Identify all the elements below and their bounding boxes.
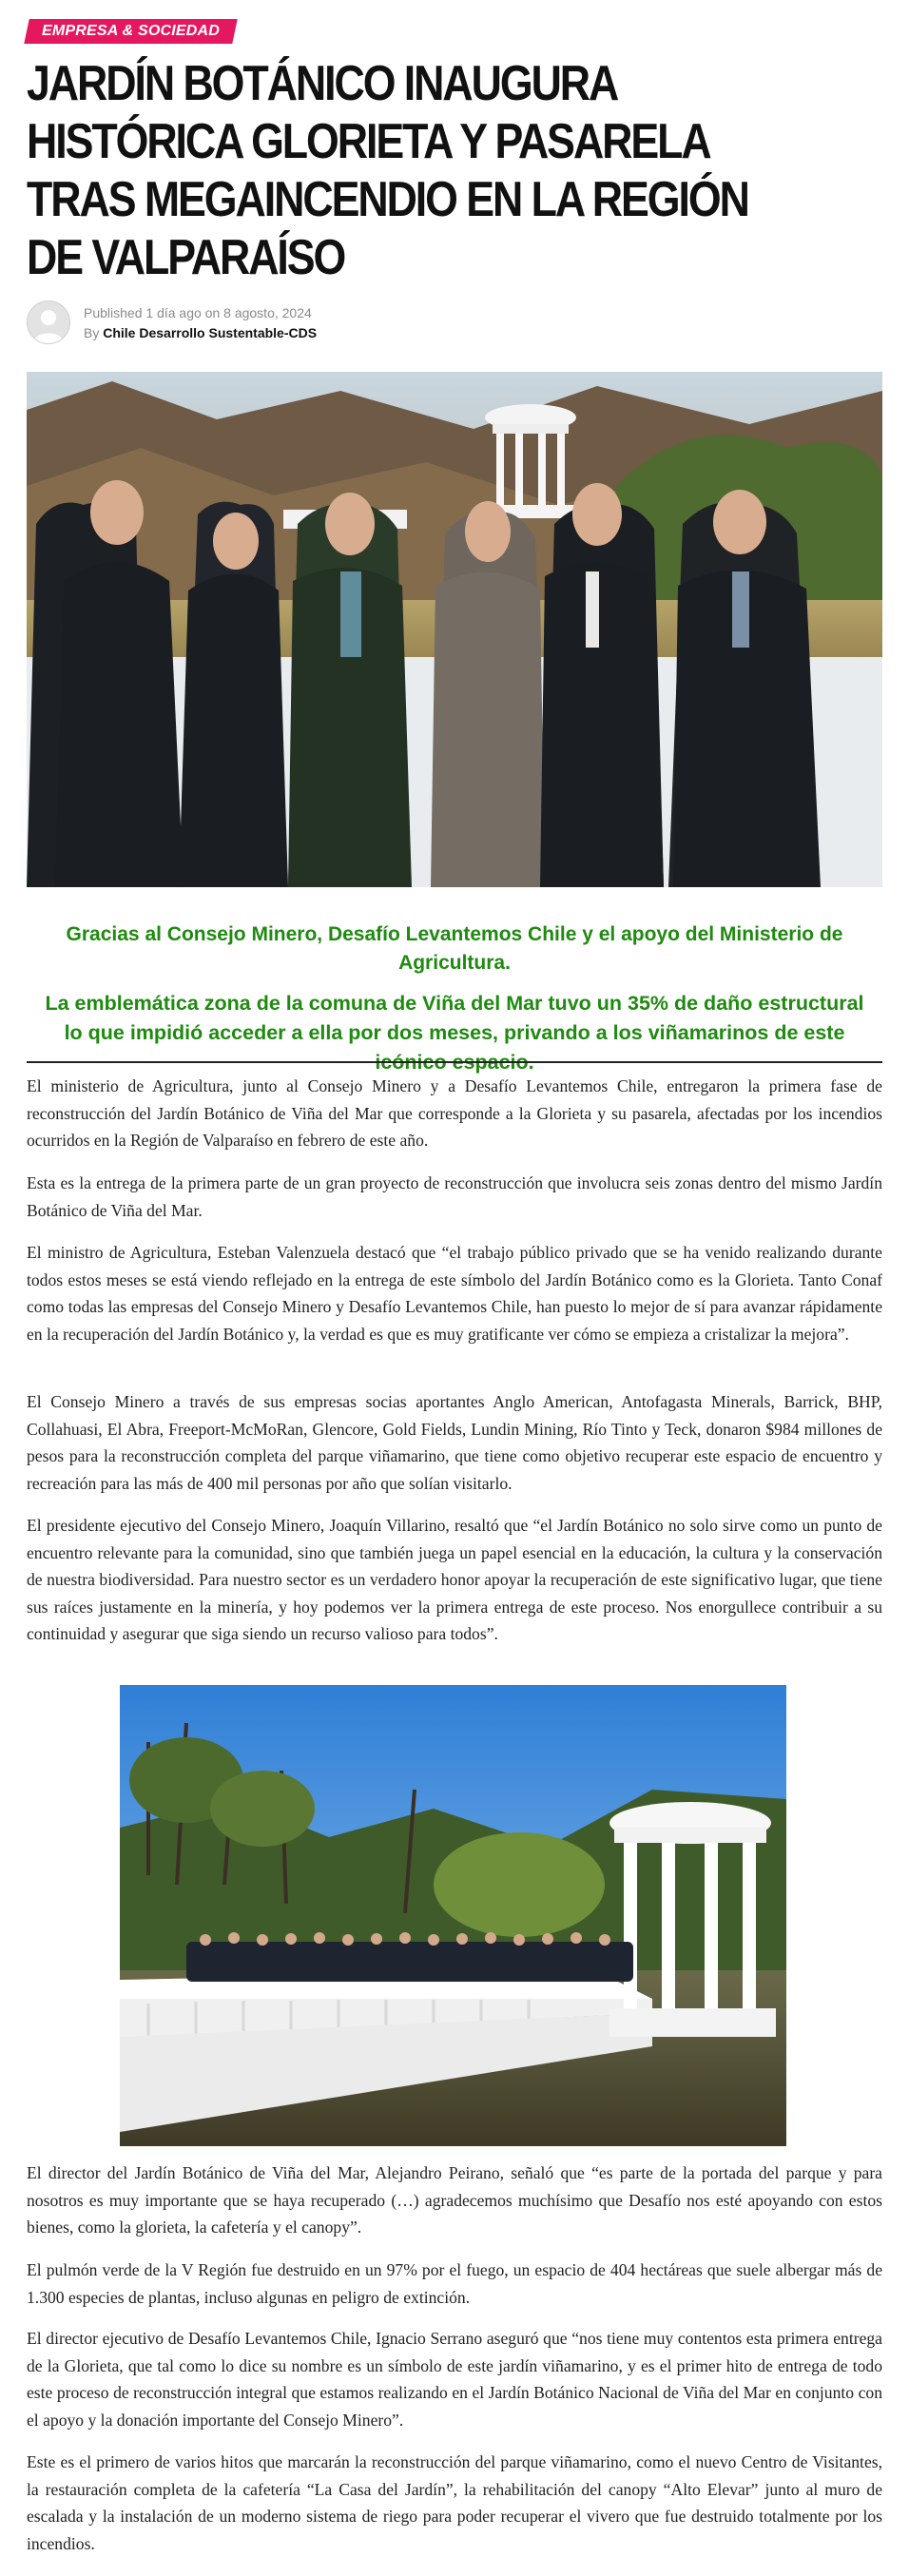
body-paragraph-4: El Consejo Minero a través de sus empresas socias aportantes Anglo American, Antofagasta Minerals, Barrick, BHP, Collahuasi, El Abra, Freeport-McMoRan, Glencore, Gold Fields, Lundin Mining, Río Tinto y Teck, donaron $984 millones de pesos para la reconstrucción completa del parque viñamarino, que tiene como objetivo recuperar este espacio de encuentro y recreación para las más de 400 mil personas por año que solían visitarlo. bbox=[27, 1392, 882, 1493]
user-silhouette-icon bbox=[28, 301, 69, 343]
body-paragraph-6: El director del Jardín Botánico de Viña del Mar, Alejandro Peirano, señaló que “es parte de la portada del parque y para nosotros es muy importante que se haya recuperado (…) agradecemos muchísimo que Desafío nos esté apoyando con estos bienes, como la glorieta, la cafetería y el canopy”. bbox=[27, 2163, 882, 2237]
group-photo-gazebo bbox=[27, 372, 882, 887]
article-title: JARDÍN BOTÁNICO INAUGURA HISTÓRICA GLORIETA Y PASARELA TRAS MEGAINCENDIO EN LA REGIÓN DE VALPARAÍSO bbox=[27, 56, 748, 285]
published-ago: 1 día ago bbox=[145, 305, 202, 320]
body-paragraph-3: El ministro de Agricultura, Esteban Valenzuela destacó que “el trabajo público privado que se ha venido realizando durante todos estos meses se está viendo reflejado en la entrega de este símbolo del Jardín Botánico como es la Glorieta. Tanto Conaf como todas las empresas del Consejo Minero y Desafío Levantemos Chile, han puesto lo mejor de sí para avanzar rápidamente en la recuperación del Jardín Botánico y, la verdad es que es muy gratificante ver cómo se empieza a cristalizar la mejora”. bbox=[27, 1243, 882, 1344]
body-paragraph-1: El ministerio de Agricultura, junto al Consejo Minero y a Desafío Levantemos Chile, entregaron la primera fase de reconstrucción del Jardín Botánico de Viña del Mar que corresponde a la Glorieta y su pasarela, afectadas por los incendios ocurridos en la Región de Valparaíso en febrero de este año. bbox=[27, 1076, 882, 1150]
body-paragraph-7: El pulmón verde de la V Región fue destruido en un 97% por el fuego, un espacio de 404 hectáreas que suele albergar más de 1.300 especies de plantas, incluso algunas en peligro de extinción. bbox=[27, 2260, 882, 2307]
body-paragraph-8: El director ejecutivo de Desafío Levantemos Chile, Ignacio Serrano aseguró que “nos tiene muy contentos esta primera entrega de la Glorieta, que tal como lo dice su nombre es un símbolo de este jardín viñamarino, y es el primer hito de entrega de todo este proceso de reconstrucción integral que estamos realizando en el Jardín Botánico Nacional de Viña del Mar en conjunto con el apoyo y la donación importante del Consejo Minero”. bbox=[27, 2329, 882, 2430]
published-on: on bbox=[204, 305, 221, 320]
article-meta bbox=[27, 300, 597, 344]
author-line bbox=[84, 325, 317, 340]
author-link[interactable]: Chile Desarrollo Sustentable-CDS bbox=[103, 325, 318, 340]
published-date: 8 agosto, 2024 bbox=[223, 305, 312, 320]
by-prefix: By bbox=[84, 325, 100, 340]
body-paragraph-5: El presidente ejecutivo del Consejo Minero, Joaquín Villarino, resaltó que “el Jardín Botánico no solo sirve como un punto de encuentro relevante para la comunidad, sino que también juega un papel esencial en la educación, la cultura y la conservación de nuestra biodiversidad. Para nuestro sector es un verdadero honor apoyar la recuperación de este significativo lugar, que tiene sus raíces justamente en la minería, y hoy podemos ver la primera entrega de este proceso. Nos enorgullece contribuir a su continuidad y asegurar que siga siendo un recurso valioso para todos”. bbox=[27, 1516, 882, 1643]
category-badge[interactable] bbox=[24, 19, 238, 44]
category-label: EMPRESA & SOCIEDAD bbox=[42, 23, 221, 39]
lead-subtitle: Gracias al Consejo Minero, Desafío Levantemos Chile y el apoyo del Ministerio de Agricultura. bbox=[66, 923, 843, 974]
published-line bbox=[84, 305, 312, 320]
body-paragraph-9: Este es el primero de varios hitos que marcarán la reconstrucción del parque viñamarino, como el nuevo Centro de Visitantes, la restauración completa de la cafetería “La Casa del Jardín”, la rehabilitación del canopy “Alto Elevar” junto al muro de escalada y la instalación de un moderno sistema de riego para poder recuperar el vivero que fue destruido totalmente por los incendios. bbox=[27, 2452, 882, 2553]
published-prefix: Published bbox=[84, 305, 143, 320]
avatar[interactable] bbox=[27, 300, 70, 344]
body-paragraph-2: Esta es la entrega de la primera parte de un gran proyecto de reconstrucción que involucra seis zonas dentro del mismo Jardín Botánico de Viña del Mar. bbox=[27, 1173, 882, 1220]
gazebo-walkway-photo bbox=[120, 1685, 786, 2146]
lead-summary: La emblemática zona de la comuna de Viña del Mar tuvo un 35% de daño estructural lo que impidió acceder a ella por dos meses, privando a los viñamarinos de este icónico espacio. bbox=[45, 992, 864, 1074]
divider bbox=[27, 1061, 882, 1063]
